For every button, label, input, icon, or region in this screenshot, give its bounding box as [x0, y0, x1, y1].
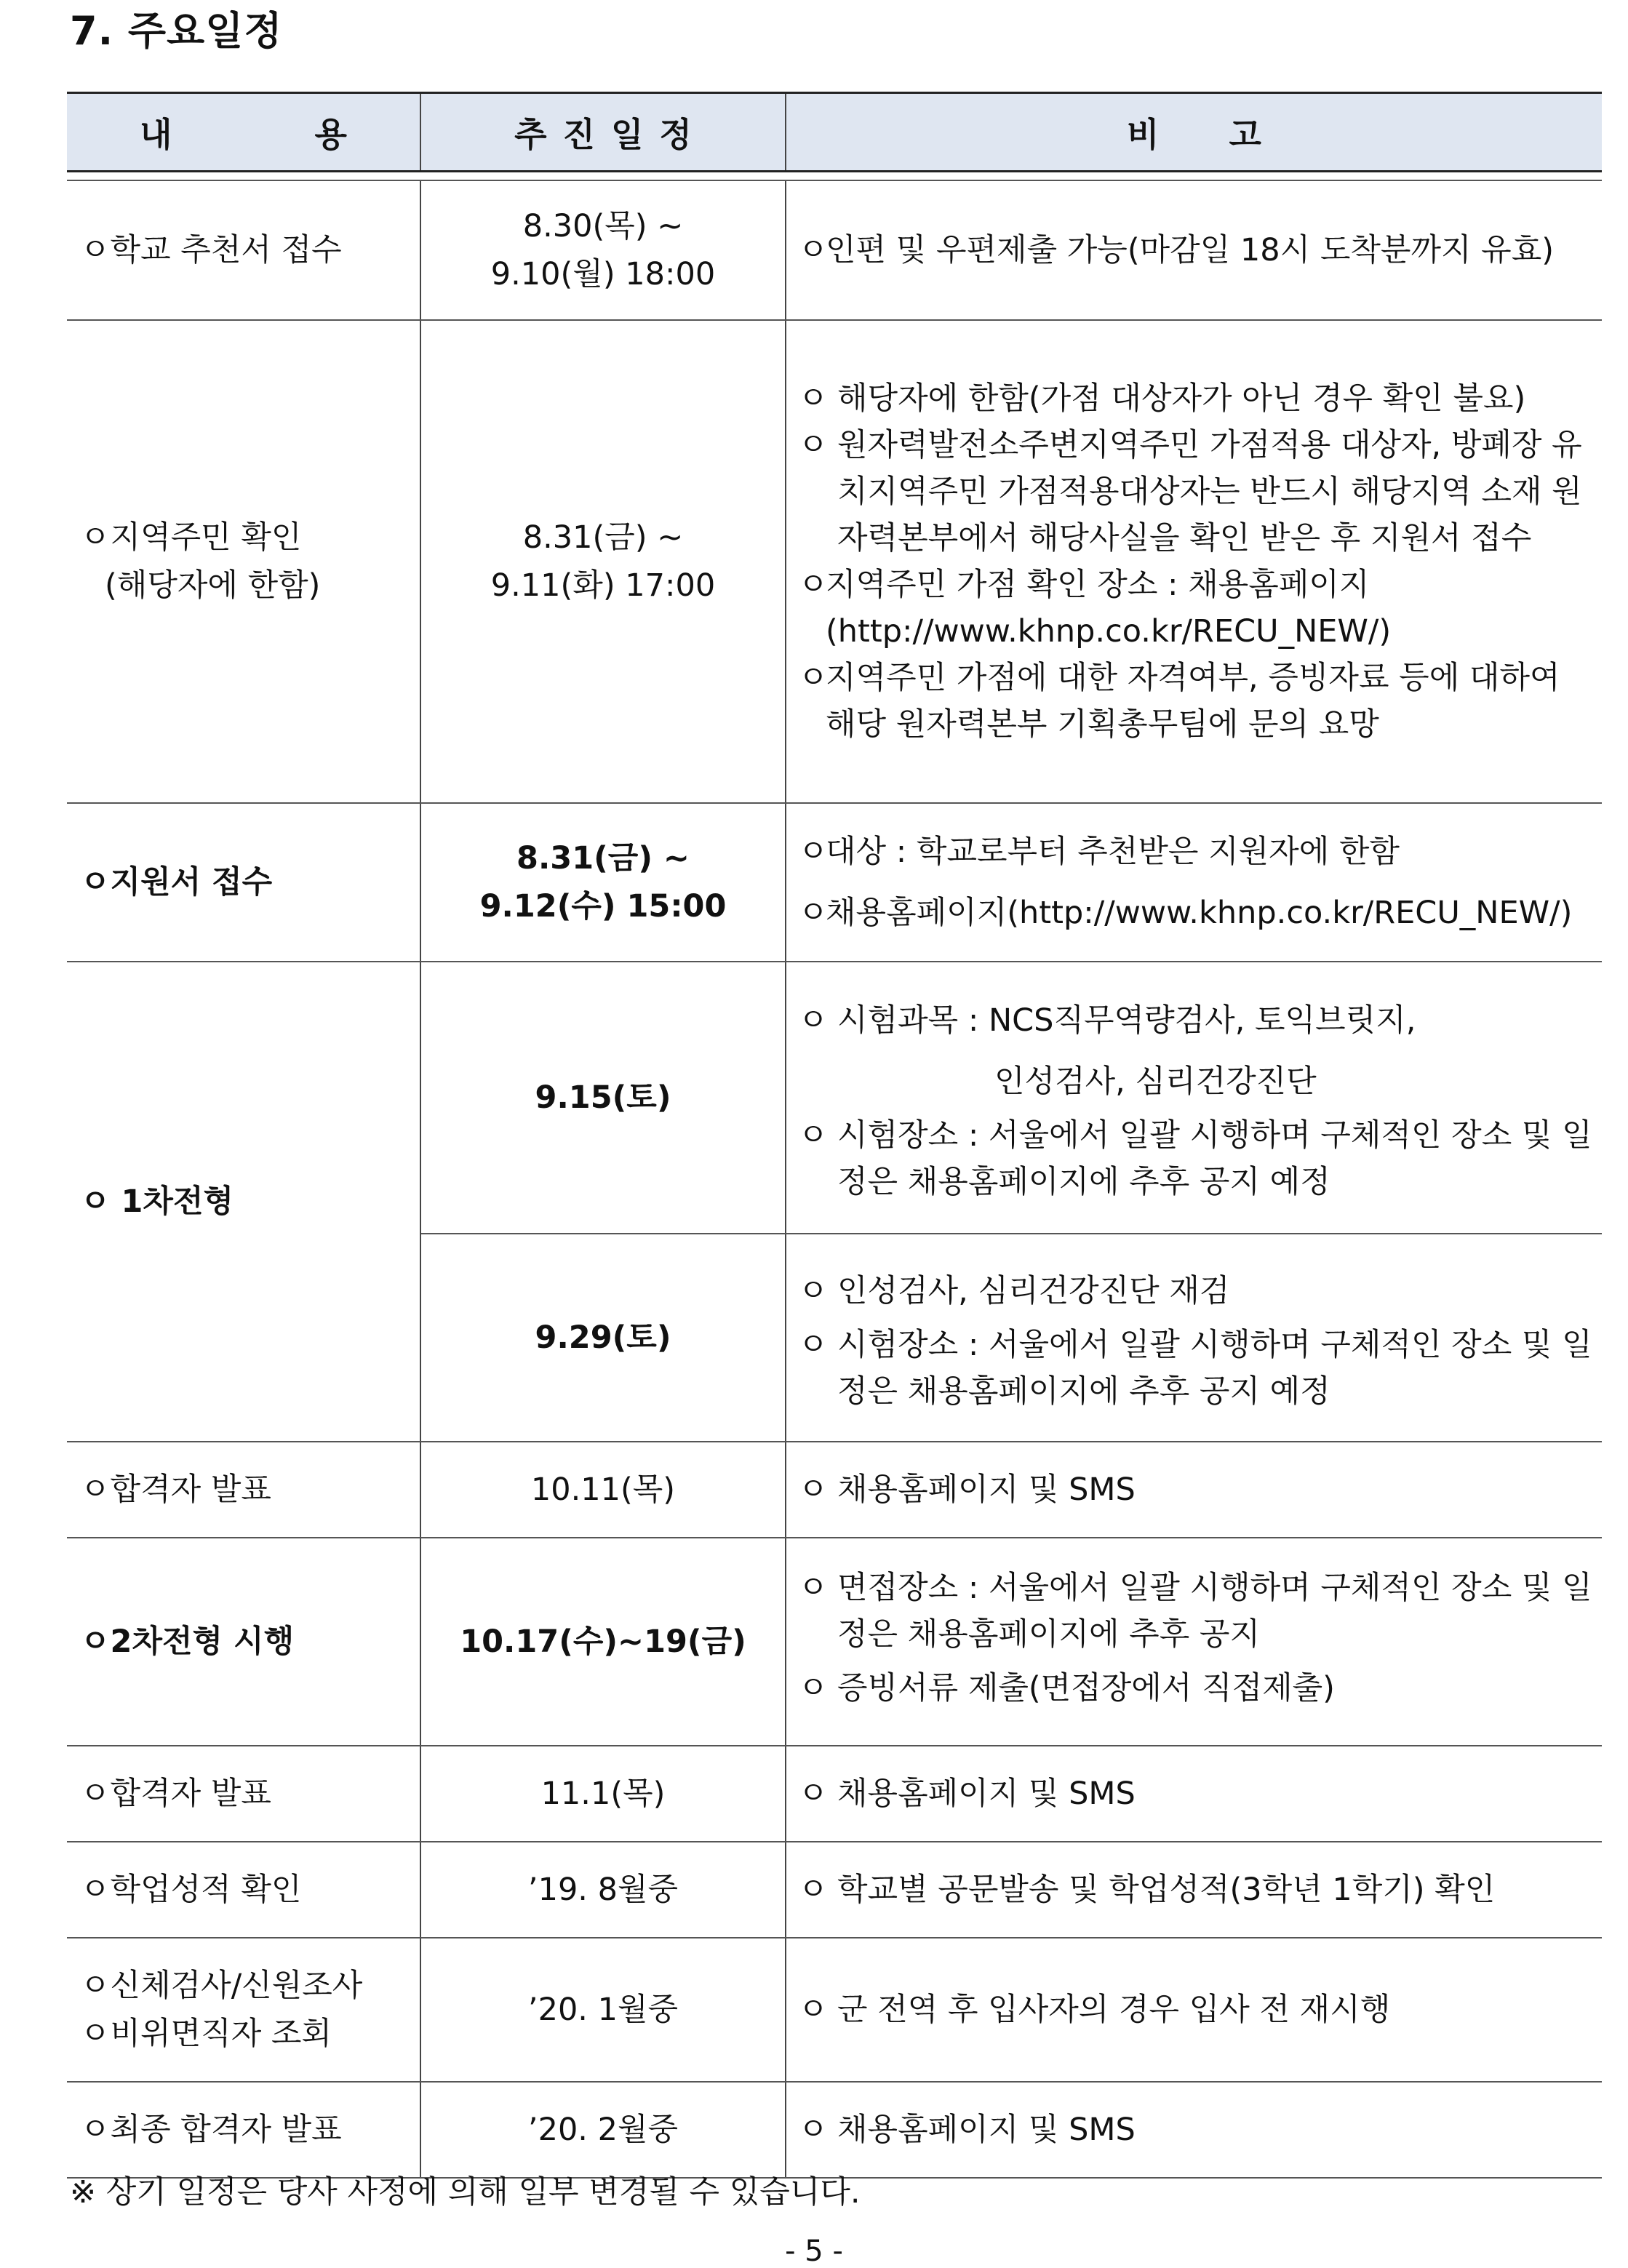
- content-line: ㅇ최종 합격자 발표: [80, 2112, 342, 2148]
- remark-item: [798, 227, 1596, 273]
- section-title: 7. 주요일정: [70, 8, 283, 54]
- table-header-row: [67, 93, 1602, 172]
- remark-item: [798, 1466, 1596, 1513]
- table-row: [67, 962, 1602, 1234]
- bullet-icon: ㅇ: [798, 1670, 829, 1706]
- row-content: [67, 1442, 420, 1538]
- row-remarks: [786, 2082, 1602, 2178]
- table-row: [67, 2082, 1602, 2178]
- bullet-icon: ㅇ: [798, 1992, 829, 2028]
- schedule-line: ’20. 1월중: [527, 1992, 679, 2028]
- remark-text: 지역주민 가점 확인 장소 : 채용홈페이지 (http://www.khnp.co.kr/RECU_NEW/): [826, 567, 1392, 650]
- remark-text: 학교별 공문발송 및 학업성적(3학년 1학기) 확인: [837, 1872, 1496, 1908]
- row-schedule: [420, 1746, 786, 1842]
- row-schedule: [420, 1442, 786, 1538]
- content-line: (해당자에 한함): [105, 567, 321, 604]
- row-content: [67, 1938, 420, 2082]
- remark-item: [798, 1987, 1596, 2033]
- row-content: [67, 1538, 420, 1746]
- row-content: [67, 180, 420, 320]
- remark-text: 해당자에 한함(가점 대상자가 아닌 경우 확인 불요): [837, 380, 1526, 417]
- row-schedule: [420, 803, 786, 962]
- row-schedule: [420, 1938, 786, 2082]
- header-remarks: 비 고: [786, 93, 1602, 172]
- remark-text: 인편 및 우편제출 가능(마감일 18시 도착분까지 유효): [826, 232, 1555, 268]
- remark-text: 면접장소 : 서울에서 일괄 시행하며 구체적인 장소 및 일정은 채용홈페이지에 추후 공지: [837, 1570, 1592, 1653]
- table-row: [67, 1442, 1602, 1538]
- bullet-icon: ㅇ: [798, 380, 829, 417]
- schedule-line: 9.29(토): [535, 1319, 671, 1356]
- row-remarks: [786, 320, 1602, 803]
- row-schedule: [420, 320, 786, 803]
- bullet-icon: ㅇ: [798, 1273, 829, 1309]
- content-line: ㅇ합격자 발표: [80, 1472, 271, 1508]
- schedule-line: 8.31(금) ~: [522, 519, 684, 556]
- remark-text: 채용홈페이지(http://www.khnp.co.kr/RECU_NEW/): [826, 895, 1573, 931]
- bullet-icon: ㅇ: [798, 1327, 829, 1363]
- content-line: ㅇ신체검사/신원조사: [80, 1968, 363, 2004]
- bullet-icon: ㅇ: [798, 834, 829, 870]
- row-schedule: [420, 1234, 786, 1442]
- schedule-line: 11.1(목): [540, 1776, 666, 1812]
- content-line: ㅇ합격자 발표: [80, 1776, 271, 1812]
- row-remarks: [786, 1746, 1602, 1842]
- header-gap: [67, 172, 1602, 181]
- content-line: ㅇ지원서 접수: [80, 864, 273, 901]
- remark-text: 채용홈페이지 및 SMS: [837, 2112, 1136, 2148]
- row-schedule: [420, 1538, 786, 1746]
- remark-item: [798, 655, 1596, 748]
- table-row: [67, 1938, 1602, 2082]
- row-remarks: [786, 1842, 1602, 1938]
- schedule-line: ’19. 8월중: [527, 1872, 679, 1908]
- remark-item: [798, 375, 1596, 422]
- remark-item: [798, 1565, 1596, 1658]
- remark-text: 군 전역 후 입사자의 경우 입사 전 재시행: [837, 1992, 1391, 2028]
- bullet-icon: ㅇ: [798, 232, 829, 268]
- schedule-line: ’20. 2월중: [527, 2112, 679, 2148]
- remark-text: 채용홈페이지 및 SMS: [837, 1776, 1136, 1812]
- remark-text: 증빙서류 제출(면접장에서 직접제출): [837, 1670, 1335, 1706]
- bullet-icon: ㅇ: [798, 1472, 829, 1508]
- table-row: [67, 180, 1602, 320]
- content-line: ㅇ지역주민 확인: [80, 519, 302, 556]
- remark-item: [798, 1658, 1596, 1719]
- bullet-icon: ㅇ: [798, 1570, 829, 1606]
- row-content: [67, 2082, 420, 2178]
- row-remarks: [786, 1234, 1602, 1442]
- bullet-icon: ㅇ: [798, 2112, 829, 2148]
- remark-text: 지역주민 가점에 대한 자격여부, 증빙자료 등에 대하여 해당 원자력본부 기획총무팀에 문의 요망: [826, 660, 1560, 743]
- row-remarks: [786, 1938, 1602, 2082]
- schedule-line: 10.17(수)~19(금): [460, 1624, 746, 1660]
- remark-text: 인성검사, 심리건강진단 재검: [837, 1273, 1230, 1309]
- bullet-icon: ㅇ: [798, 1776, 829, 1812]
- schedule-line: 9.12(수) 15:00: [479, 888, 727, 925]
- remark-item: [798, 1770, 1596, 1817]
- bullet-icon: ㅇ: [798, 895, 829, 931]
- schedule-table: [67, 92, 1602, 2179]
- table-row: [67, 320, 1602, 803]
- table-row: [67, 1842, 1602, 1938]
- bullet-icon: ㅇ: [798, 660, 829, 696]
- row-content: [67, 320, 420, 803]
- remark-item: [798, 2107, 1596, 2153]
- header-schedule: 추진일정: [420, 93, 786, 172]
- remark-item: [798, 562, 1596, 655]
- row-schedule: [420, 180, 786, 320]
- bullet-icon: ㅇ: [798, 1117, 829, 1154]
- remark-continuation: [798, 1051, 1596, 1112]
- remark-item: [798, 1112, 1596, 1205]
- schedule-line: 9.10(월) 18:00: [490, 256, 716, 292]
- remark-item: [798, 422, 1596, 562]
- schedule-line: 10.11(목): [530, 1472, 676, 1508]
- row-remarks: [786, 1538, 1602, 1746]
- row-content: [67, 803, 420, 962]
- remark-item: [798, 1322, 1596, 1415]
- table-row: [67, 803, 1602, 962]
- remark-item: [798, 1261, 1596, 1322]
- bullet-icon: ㅇ: [798, 1872, 829, 1908]
- row-remarks: [786, 180, 1602, 320]
- bullet-icon: ㅇ: [798, 1002, 829, 1039]
- remark-text: 시험장소 : 서울에서 일괄 시행하며 구체적인 장소 및 일정은 채용홈페이지에 추후 공지 예정: [837, 1117, 1592, 1200]
- row-content: [67, 1746, 420, 1842]
- page-number: - 5 -: [785, 2235, 843, 2268]
- row-schedule: [420, 1842, 786, 1938]
- remark-item: [798, 990, 1596, 1051]
- schedule-line: 8.31(금) ~: [516, 840, 690, 877]
- remark-text: 시험과목 : NCS직무역량검사, 토익브릿지,: [837, 1002, 1416, 1039]
- content-line: ㅇ비위면직자 조회: [80, 2016, 332, 2052]
- row-content: [67, 962, 420, 1442]
- remark-text: 시험장소 : 서울에서 일괄 시행하며 구체적인 장소 및 일정은 채용홈페이지에 추후 공지 예정: [837, 1327, 1592, 1410]
- row-remarks: [786, 803, 1602, 962]
- remark-item: [798, 882, 1596, 943]
- footnote: ※ 상기 일정은 당사 사정에 의해 일부 변경될 수 있습니다.: [70, 2174, 861, 2211]
- table-row: [67, 1538, 1602, 1746]
- bullet-icon: ㅇ: [798, 567, 829, 603]
- schedule-line: 8.30(목) ~: [522, 208, 684, 244]
- content-line: ㅇ 1차전형: [80, 1183, 234, 1220]
- bullet-icon: ㅇ: [798, 427, 829, 463]
- remark-text: 대상 : 학교로부터 추천받은 지원자에 한함: [826, 834, 1400, 870]
- remark-text: 인성검사, 심리건강진단: [994, 1063, 1317, 1100]
- row-content: [67, 1842, 420, 1938]
- content-line: ㅇ학교 추천서 접수: [80, 232, 342, 268]
- content-line: ㅇ학업성적 확인: [80, 1872, 302, 1908]
- remark-item: [798, 821, 1596, 882]
- schedule-line: 9.11(화) 17:00: [490, 567, 716, 604]
- remark-text: 원자력발전소주변지역주민 가점적용 대상자, 방폐장 유치지역주민 가점적용대상자는 반드시 해당지역 소재 원자력본부에서 해당사실을 확인 받은 후 지원서 접수: [837, 427, 1582, 556]
- remark-text: 채용홈페이지 및 SMS: [837, 1472, 1136, 1508]
- table-row: [67, 1746, 1602, 1842]
- row-schedule: [420, 2082, 786, 2178]
- remark-item: [798, 1866, 1596, 1913]
- header-content: 내 용: [67, 93, 420, 172]
- row-schedule: [420, 962, 786, 1234]
- content-line: ㅇ2차전형 시행: [80, 1624, 295, 1660]
- schedule-line: 9.15(토): [535, 1079, 671, 1116]
- row-remarks: [786, 962, 1602, 1234]
- row-remarks: [786, 1442, 1602, 1538]
